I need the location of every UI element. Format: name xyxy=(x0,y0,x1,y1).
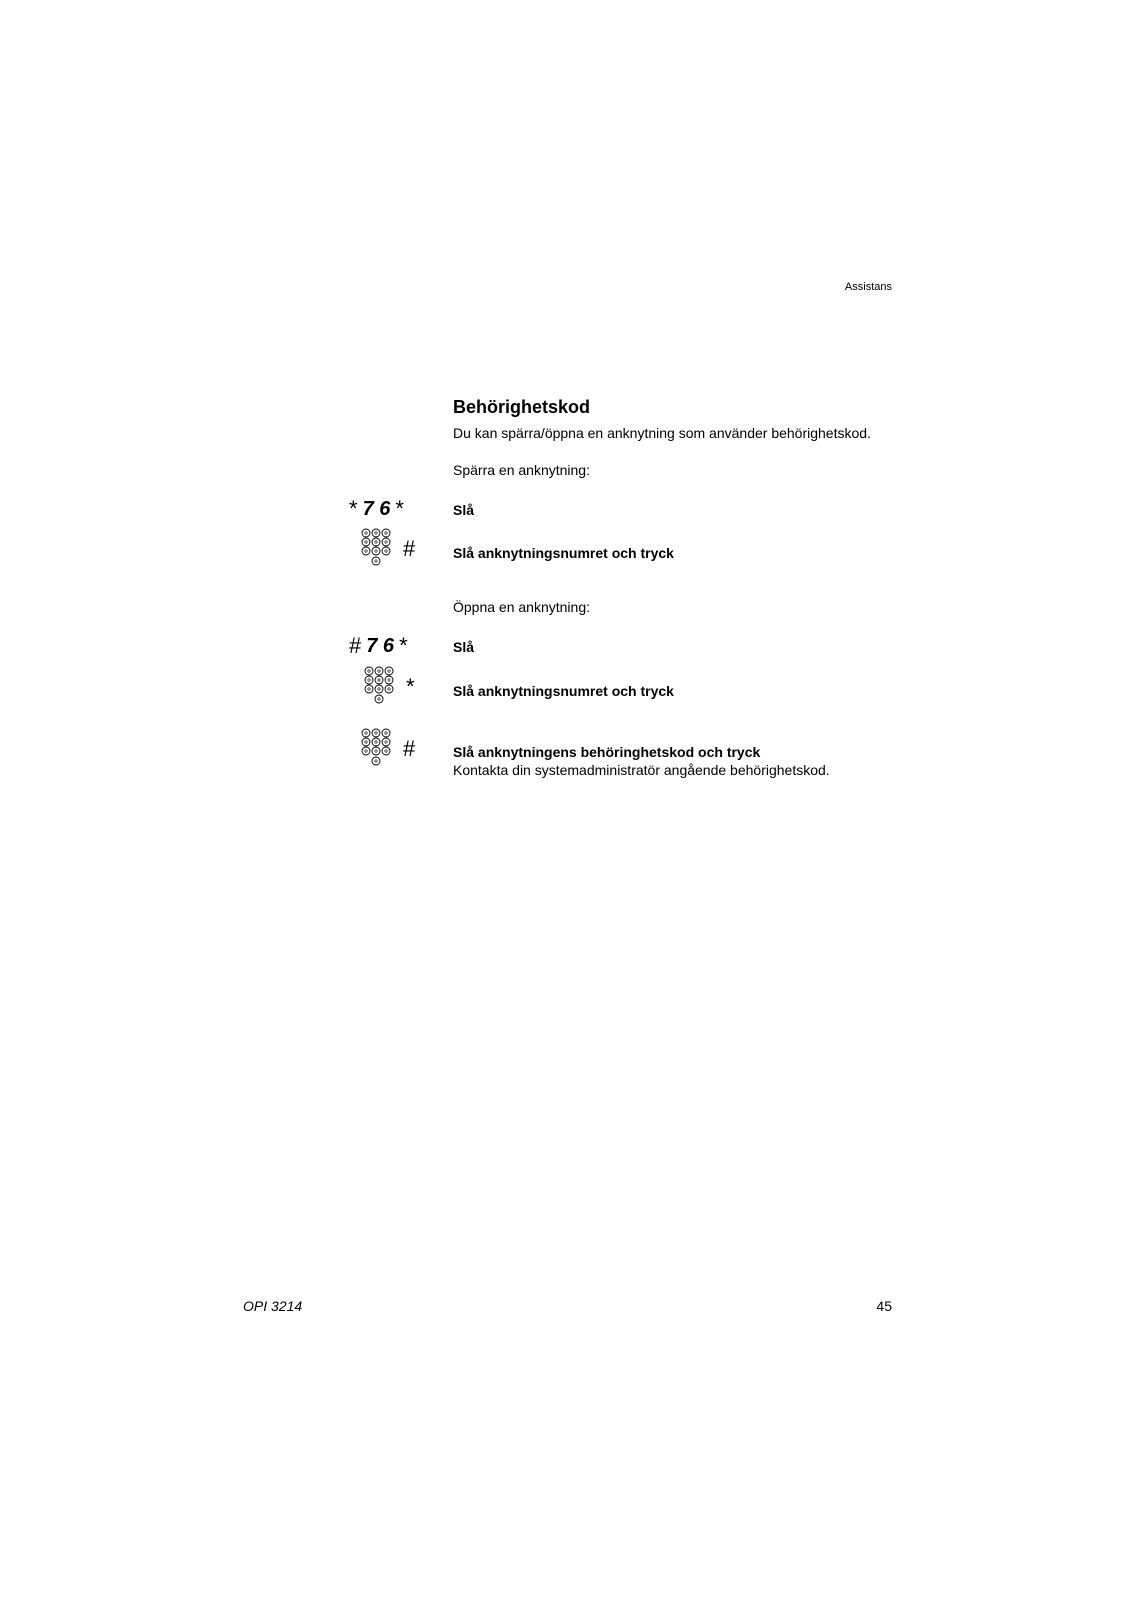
keypad-icon xyxy=(364,666,394,708)
running-header: Assistans xyxy=(844,281,892,293)
star-key-icon: * xyxy=(395,496,404,521)
lock-keypad-step xyxy=(361,528,415,570)
keypad-icon xyxy=(361,528,391,570)
unlock-code-sequence xyxy=(349,633,408,659)
unlock-step2-text: Slå anknytningsnumret och tryck xyxy=(453,683,674,699)
lock-step2-text: Slå anknytningsnumret och tryck xyxy=(453,545,674,561)
hash-key-icon: # xyxy=(403,736,416,761)
hash-key-icon: # xyxy=(403,536,416,561)
unlock-note: Kontakta din systemadministratör angående behörighetskod. xyxy=(453,762,830,778)
unlock-step1-text: Slå xyxy=(453,639,475,655)
code-digits: 7 6 xyxy=(366,634,395,657)
intro-text: Du kan spärra/öppna en anknytning som använder behörighetskod. xyxy=(453,425,871,441)
unlock-step3-text: Slå anknytningens behöringhetskod och tryck xyxy=(453,744,761,760)
unlock-keypad-step xyxy=(364,666,415,708)
code-digits: 7 6 xyxy=(362,497,391,520)
section-title: Behörighetskod xyxy=(453,397,591,417)
hash-key-icon: # xyxy=(349,633,362,658)
footer-model: OPI 3214 xyxy=(243,1298,303,1314)
star-key-icon: * xyxy=(399,633,408,658)
star-key-icon: * xyxy=(406,674,415,699)
keypad-icon xyxy=(361,728,391,770)
lock-heading: Spärra en anknytning: xyxy=(453,462,590,478)
star-key-icon: * xyxy=(349,496,358,521)
lock-code-sequence xyxy=(349,496,404,522)
unlock-heading: Öppna en anknytning: xyxy=(453,599,590,615)
lock-step1-text: Slå xyxy=(453,502,475,518)
page-number: 45 xyxy=(876,1298,892,1314)
code-keypad-step xyxy=(361,728,415,770)
